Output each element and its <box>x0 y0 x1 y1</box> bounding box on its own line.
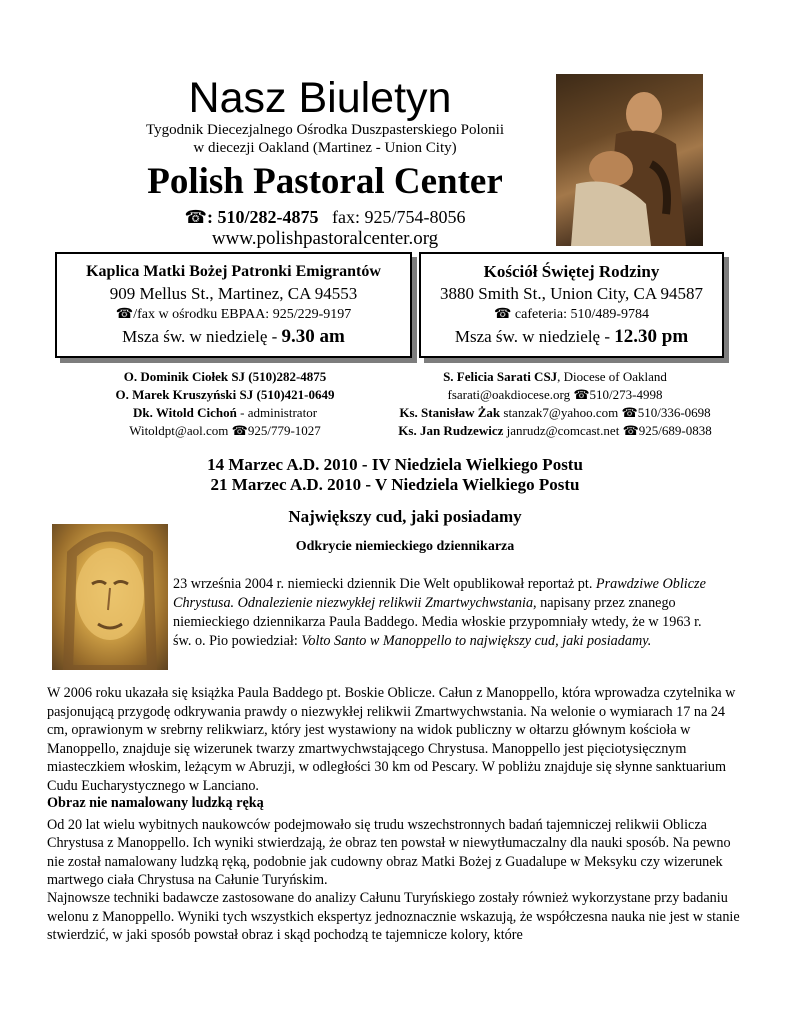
bulletin-title: Nasz Biuletyn <box>188 74 452 122</box>
section-heading: Obraz nie namalowany ludzką ręką <box>47 795 264 811</box>
church-info-box <box>419 252 724 358</box>
church-mass-time <box>421 324 722 350</box>
contact-name: O. Marek Kruszyński SJ (510)421-0649 <box>115 387 335 402</box>
telephone-icon: ☎ <box>231 423 248 438</box>
mass-label: Msza św. w niedzielę - <box>122 327 278 346</box>
contact-phone: 510/273-4998 <box>589 387 663 402</box>
organization-name: Polish Pastoral Center <box>147 161 503 202</box>
church-name: Kościół Świętej Rodziny <box>483 262 660 281</box>
article-paragraph-3: Od 20 lat wielu wybitnych naukowców podejmowało się trudu wszechstronnych badań tajemniczej relikwii Oblicza Chrystusa z Manoppello. Ich wyniki stwierdzają, że obraz ten powstał w niewytłumaczalny dla nauki sposób. Na pewno nie został namalowany ludzką ręką, podobnie jak cudowny obraz Matki Bożej z Guadalupe w Meksyku czy wizerunek martwego ciała Chrystusa na Całunie Turyńskim. <box>47 817 731 889</box>
contact-line <box>385 386 725 404</box>
chapel-phone <box>57 306 410 324</box>
church-phone <box>421 306 722 324</box>
contact-email[interactable]: fsarati@oakdiocese.org <box>447 387 574 402</box>
chapel-address: 909 Mellus St., Martinez, CA 94553 <box>109 284 358 303</box>
contact-name: O. Dominik Ciołek SJ (510)282-4875 <box>123 369 327 384</box>
phone-line <box>100 206 550 228</box>
article-paragraph-4: Najnowsze techniki badawcze zastosowane do analizy Całunu Turyńskiego zostały również wykorzystane przy badaniu welonu z Manoppello. Wyniki tych wszystkich ekspertyz jednoznacznie wskazują, że współczesna nauka nie jest w stanie stwierdzić, w jaki sposób powstał obraz i skąd pochodzą te tajemnicze kolory, które <box>47 890 740 944</box>
text-run: 23 września 2004 r. niemiecki dziennik Die Welt opublikował reportaż pt. <box>173 576 596 592</box>
holy-face-image <box>52 524 168 670</box>
contact-line <box>60 422 390 440</box>
church-phone-text: cafeteria: 510/489-9784 <box>514 307 650 322</box>
chapel-phone-text: /fax w ośrodku EBPAA: 925/229-9197 <box>133 307 352 322</box>
date-line-1: 14 Marzec A.D. 2010 - IV Niedziela Wielkiego Postu <box>207 455 583 474</box>
contact-role: - administrator <box>236 405 318 420</box>
article-paragraph-1 <box>173 575 718 651</box>
contact-name: Ks. Jan Rudzewicz <box>398 423 504 438</box>
contacts-left <box>60 368 390 440</box>
contact-line <box>385 404 725 422</box>
contact-line <box>60 404 390 422</box>
bulletin-subtitle-line2: w diecezji Oakland (Martinez - Union City) <box>193 140 457 156</box>
mass-label: Msza św. w niedzielę - <box>454 327 610 346</box>
contact-line <box>60 368 390 386</box>
contact-phone: 925/689-0838 <box>638 423 712 438</box>
telephone-icon: ☎ <box>493 307 512 322</box>
contact-email[interactable]: Witoldpt@aol.com <box>129 423 232 438</box>
contact-name: Dk. Witold Cichoń <box>132 405 237 420</box>
header-painting-image <box>556 74 703 246</box>
contact-line <box>60 386 390 404</box>
church-address: 3880 Smith St., Union City, CA 94587 <box>440 284 703 303</box>
text-run-italic: Prawdziwe Oblicze Chrystusa. Odnalezienie niezwykłej relikwii Zmartwychwstania <box>173 576 706 611</box>
chapel-mass-time <box>57 324 410 350</box>
bulletin-subtitle-line1: Tygodnik Diecezjalnego Ośrodka Duszpasterskiego Polonii <box>145 122 505 138</box>
article-headline: Największy cud, jaki posiadamy <box>288 507 522 526</box>
telephone-icon: ☎ <box>573 387 590 402</box>
telephone-icon: ☎ <box>184 207 207 227</box>
text-run: , napisany przez znanego niemieckiego dziennikarza Paula Baddego. Media włoskie przypomniały wtedy, że w 1963 r. św. o. Pio powiedział: <box>173 595 702 649</box>
phone-number: : 510/282-4875 <box>206 207 319 227</box>
telephone-icon: ☎ <box>621 405 638 420</box>
mass-time: 12.30 pm <box>614 326 689 347</box>
telephone-icon: ☎ <box>622 423 639 438</box>
website-link[interactable]: www.polishpastoralcenter.org <box>211 228 439 249</box>
contact-phone: 925/779-1027 <box>247 423 321 438</box>
mass-time: 9.30 am <box>281 326 345 347</box>
fax-number: fax: 925/754-8056 <box>331 207 466 227</box>
article-paragraph-2: W 2006 roku ukazała się książka Paula Baddego pt. Boskie Oblicze. Całun z Manoppello, która wprowadza czytelnika w pasjonującą przygodę odkrywania prawdy o niezwykłej relikwii Zmartwychwstania. Na welonie o wymiarach 17 na 24 cm, oprawionym w srebrny relikwiarz, który jest wystawiony na widok publiczny w ołtarzu głównym kościoła w Manoppello, znajduje się wizerunek twarzy zmartwychwstającego Chrystusa. Manoppello jest pięciotysięcznym miasteczkiem włoskim, leżącym w Abruzji, w odległości 30 km od Pescary. W pobliżu znajduje się słynne sanktuarium Cudu Eucharystycznego w Lanciano. <box>47 685 736 794</box>
chapel-name: Kaplica Matki Bożej Patronki Emigrantów <box>86 263 381 280</box>
contact-name: S. Felicia Sarati CSJ <box>443 369 558 384</box>
date-line-2: 21 Marzec A.D. 2010 - V Niedziela Wielkiego Postu <box>210 475 580 494</box>
contacts-right <box>385 368 725 440</box>
contact-line <box>385 422 725 440</box>
text-run-italic: Volto Santo w Manoppello to największy cud, jaki posiadamy. <box>301 633 652 649</box>
telephone-icon: ☎ <box>115 307 134 322</box>
chapel-info-box <box>55 252 412 358</box>
contact-phone: 510/336-0698 <box>637 405 711 420</box>
contact-role: , Diocese of Oakland <box>557 369 667 384</box>
contact-email[interactable]: janrudz@comcast.net <box>503 423 623 438</box>
contact-line <box>385 368 725 386</box>
article-subheadline: Odkrycie niemieckiego dziennikarza <box>295 539 515 554</box>
contact-name: Ks. Stanisław Żak <box>399 405 501 420</box>
contact-email[interactable]: stanzak7@yahoo.com <box>500 405 622 420</box>
